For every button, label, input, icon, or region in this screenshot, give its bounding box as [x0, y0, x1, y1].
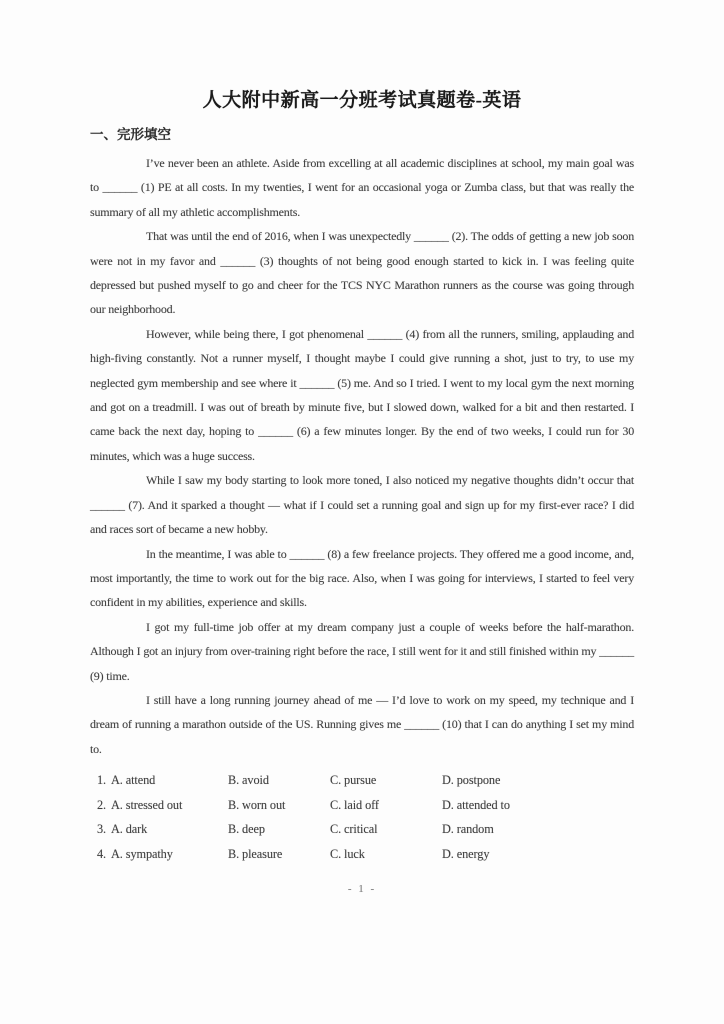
question-1-number: 1.	[97, 773, 107, 788]
question-1-option-d: D. postpone	[442, 773, 501, 788]
question-1-option-b: B. avoid	[228, 773, 269, 788]
passage-paragraph-4: While I saw my body starting to look more toned, I also noticed my negative thoughts didn’t occur that ______ (7). And it sparked a thought — what if I could set a running goal and sign up for my first-ever race? I did and races sort of became a new hobby.	[90, 473, 634, 537]
question-4-number: 4.	[97, 846, 107, 861]
question-2-option-d: D. attended to	[442, 797, 510, 812]
page-number: - 1 -	[347, 883, 377, 896]
passage-paragraph-7: I still have a long running journey ahead of me — I’d love to work on my speed, my technique and I dream of running a marathon outside of the US. Running gives me ______ (10) that I can do anything I set my mind to.	[90, 692, 634, 756]
question-3-option-b: B. deep	[228, 822, 265, 837]
question-2-option-c: C. laid off	[330, 797, 379, 812]
question-row-1	[90, 768, 634, 793]
passage-paragraph-2: That was until the end of 2016, when I was unexpectedly ______ (2). The odds of getting a new job soon were not in my favor and ______ (3) thoughts of not being good enough started to kick in. I was feeling quite depressed but pushed myself to go and cheer for the TCS NYC Marathon runners as the course was going through our neighborhood.	[90, 229, 634, 317]
question-list	[90, 768, 634, 866]
page-title: 人大附中新高一分班考试真题卷-英语	[202, 90, 522, 111]
page-content	[90, 0, 634, 895]
question-4-option-a: 4. A. sympathy	[97, 846, 173, 861]
question-row-3	[90, 817, 634, 842]
question-3-option-a: 3. A. dark	[97, 822, 148, 837]
question-3-option-c: C. critical	[330, 822, 378, 837]
question-1-option-a: 1. A. attend	[97, 773, 156, 788]
question-row-4	[90, 842, 634, 867]
question-3-number: 3.	[97, 822, 107, 837]
question-4-option-d: D. energy	[442, 846, 490, 861]
question-2-option-b: B. worn out	[228, 797, 286, 812]
question-4-option-b: B. pleasure	[228, 846, 283, 861]
passage-paragraph-5: In the meantime, I was able to ______ (8) a few freelance projects. They offered me a good income, and, most importantly, the time to work out for the big race. Also, when I was going for interviews, I started to feel very confident in my abilities, experience and skills.	[90, 546, 634, 610]
question-2-option-a: 2. A. stressed out	[97, 797, 183, 812]
question-3-option-d: D. random	[442, 822, 494, 837]
passage-paragraph-1: I’ve never been an athlete. Aside from excelling at all academic disciplines at school, my main goal was to ______ (1) PE at all costs. In my twenties, I went for an occasional yoga or Zumba class, but that was really the summary of all my athletic accomplishments.	[90, 156, 634, 219]
cloze-passage	[90, 151, 634, 761]
section-heading-cloze: 一、完形填空	[90, 127, 171, 142]
question-4-option-c: C. luck	[330, 846, 365, 861]
question-row-2	[90, 793, 634, 818]
question-1-option-c: C. pursue	[330, 773, 377, 788]
passage-paragraph-6: I got my full-time job offer at my dream company just a couple of weeks before the half-marathon. Although I got an injury from over-training right before the race, I still went for it and still finished within my ______ (9) time.	[90, 619, 634, 683]
passage-paragraph-3: However, while being there, I got phenomenal ______ (4) from all the runners, smiling, applauding and high-fiving constantly. Not a runner myself, I thought maybe I could give running a shot, just to try, to use my neglected gym membership and see where it ______ (5) me. And so I tried. I went to my local gym the next morning and got on a treadmill. I was out of breath by minute five, but I slowed down, walked for a bit and then restarted. I came back the next day, hoping to ______ (6) a few minutes longer. By the end of two weeks, I could run for 30 minutes, which was a huge success.	[90, 326, 634, 463]
question-2-number: 2.	[97, 797, 107, 812]
